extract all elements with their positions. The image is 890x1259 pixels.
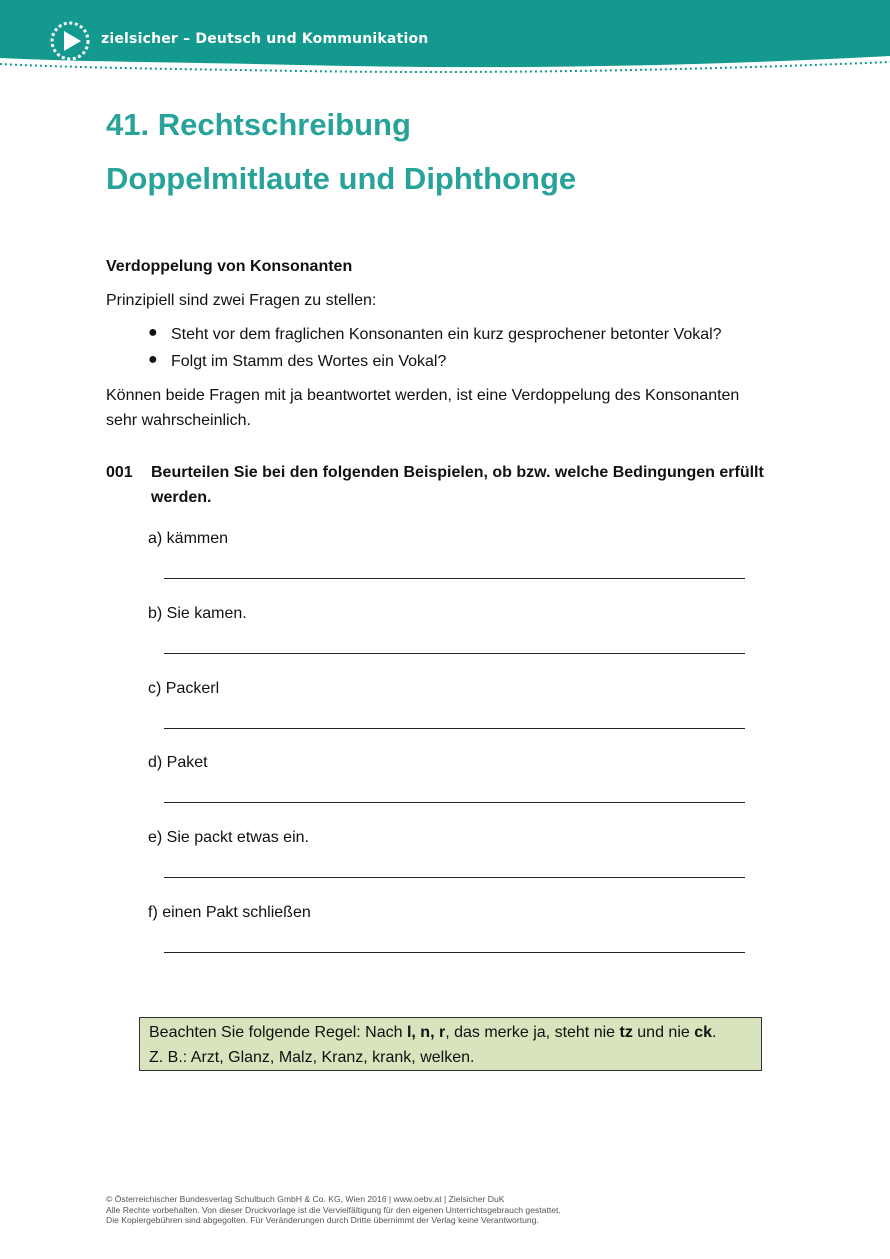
bullet-icon: ● <box>148 351 158 368</box>
exercise-instruction: Beurteilen Sie bei den folgenden Beispielen, ob bzw. welche Bedingungen erfüllt <box>151 464 764 481</box>
answer-line-d[interactable] <box>164 802 745 803</box>
answer-line-b[interactable] <box>164 653 745 654</box>
rule-example: Z. B.: Arzt, Glanz, Malz, Kranz, krank, welken. <box>149 1049 475 1066</box>
bullet-item: Steht vor dem fraglichen Konsonanten ein kurz gesprochener betonter Vokal? <box>171 326 722 343</box>
exercise-item-a: a) kämmen <box>148 530 229 547</box>
exercise-item-f: f) einen Pakt schließen <box>148 904 311 921</box>
footer <box>106 1194 561 1226</box>
footer-line: Die Kopiergebühren sind abgegolten. Für Veränderungen durch Dritte übernimmt der Verlag keine Verantwortung. <box>106 1215 539 1226</box>
page-subtitle: Doppelmitlaute und Diphthonge <box>106 161 577 196</box>
answer-line-a[interactable] <box>164 578 745 579</box>
section-heading: Verdoppelung von Konsonanten <box>106 258 353 275</box>
rule-prefix: Beachten Sie folgende Regel: Nach <box>149 1024 407 1041</box>
brand-text: zielsicher – Deutsch und Kommunikation <box>101 31 429 47</box>
rule-ck: ck <box>694 1024 713 1041</box>
exercise-item-c: c) Packerl <box>148 680 220 697</box>
answer-line-f[interactable] <box>164 952 745 953</box>
exercise-item-e: e) Sie packt etwas ein. <box>148 829 309 846</box>
exercise-item-b: b) Sie kamen. <box>148 605 247 622</box>
rule-tz: tz <box>619 1024 633 1041</box>
bullet-item: Folgt im Stamm des Wortes ein Vokal? <box>171 353 447 370</box>
exercise-number: 001 <box>106 464 133 481</box>
rule-text <box>149 1020 761 1045</box>
rule-end: . <box>712 1024 717 1041</box>
rule-and: und nie <box>632 1024 695 1041</box>
rule-letters: l, n, r <box>406 1024 446 1041</box>
exercise-instruction-2: werden. <box>151 489 212 506</box>
answer-line-e[interactable] <box>164 877 745 878</box>
play-logo-icon <box>49 20 91 62</box>
rule-middle: , das merke ja, steht nie <box>445 1024 620 1041</box>
bullet-icon: ● <box>148 324 158 341</box>
exercise-item-d: d) Paket <box>148 754 208 771</box>
footer-line: © Österreichischer Bundesverlag Schulbuch GmbH & Co. KG, Wien 2016 | www.oebv.at | Zielsicher DuK <box>106 1194 505 1204</box>
page-title: 41. Rechtschreibung <box>106 107 411 142</box>
intro-text: Prinzipiell sind zwei Fragen zu stellen: <box>106 292 377 309</box>
conclusion-text: Können beide Fragen mit ja beantwortet werden, ist eine Verdoppelung des Konsonanten <box>106 387 740 404</box>
answer-line-c[interactable] <box>164 728 745 729</box>
footer-line: Alle Rechte vorbehalten. Von dieser Druckvorlage ist die Vervielfältigung für den eigenen Unterrichtsgebrauch gestattet. <box>106 1204 561 1215</box>
rule-box <box>139 1017 762 1071</box>
conclusion-text-2: sehr wahrscheinlich. <box>106 412 251 429</box>
